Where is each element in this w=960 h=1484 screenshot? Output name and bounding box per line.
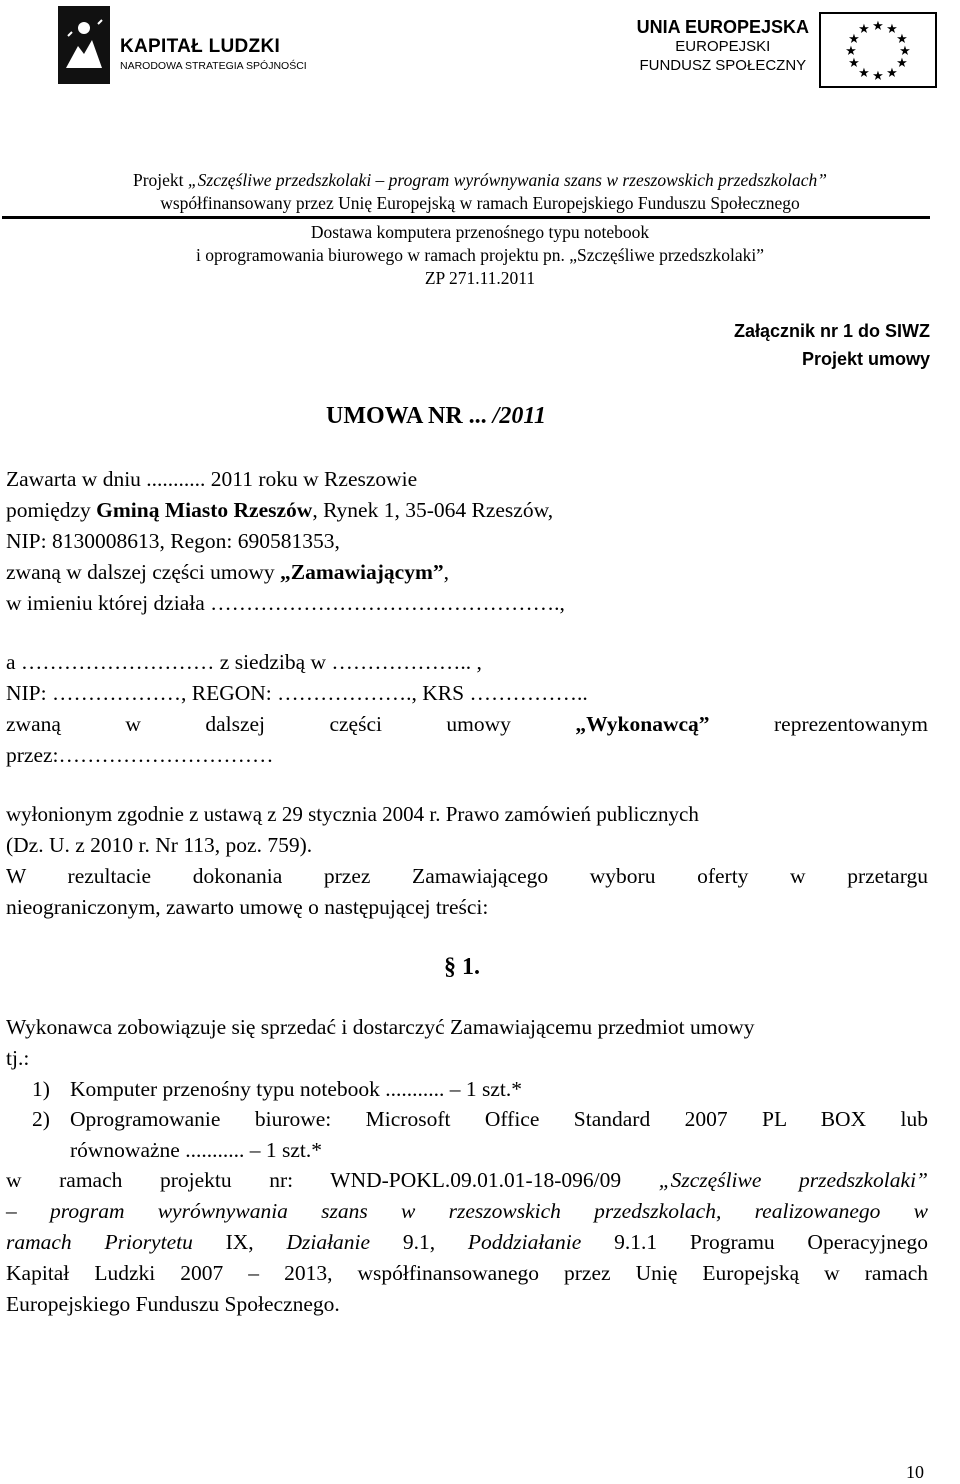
contract-date-line: Zawarta w dniu ........... 2011 roku w Rzeszowie (6, 467, 418, 491)
svg-text:★: ★ (848, 32, 860, 47)
svg-text:★: ★ (848, 56, 860, 71)
party-two-role-prefix: zwaną w dalszej części umowy (6, 712, 576, 736)
party-two-role-suffix: reprezentowanym (709, 712, 928, 736)
kapital-ludzki-title: KAPITAŁ LUDZKI (120, 36, 281, 57)
eu-logo (636, 6, 941, 86)
priority-number: IX, (192, 1230, 287, 1254)
svg-text:★: ★ (858, 66, 870, 81)
programme-line (6, 1230, 928, 1255)
project-name-cont (6, 1199, 928, 1224)
list-item-2-number: 2) (32, 1107, 50, 1131)
svg-text:★: ★ (886, 66, 898, 81)
eu-logo-line2: EUROPEJSKI (675, 38, 771, 55)
party-two-role-name: „Wykonawcą” (575, 712, 710, 736)
svg-text:★: ★ (872, 69, 884, 84)
party-one-prefix: pomiędzy (6, 498, 97, 522)
priority-label: Priorytetu (104, 1230, 193, 1254)
project-name: „Szczęśliwe przedszkolaki” (658, 1168, 928, 1192)
programme-name: 9.1.1 Programu Operacyjnego (581, 1230, 929, 1254)
project-number-line (6, 1168, 928, 1193)
party-one-address: , Rynek 1, 35-064 Rzeszów, (312, 498, 554, 522)
programme-line3: Europejskiego Funduszu Społecznego. (6, 1292, 340, 1316)
section-1-intro-end: tj.: (6, 1046, 30, 1070)
measure-number: 9.1, (370, 1230, 468, 1254)
party-one-role-prefix: zwaną w dalszej części umowy (6, 560, 281, 584)
project-number: w ramach projektu nr: WND-POKL.09.01.01-18-096/09 (6, 1168, 659, 1192)
list-item-1-number: 1) (32, 1077, 50, 1101)
svg-text:★: ★ (845, 44, 857, 59)
submeasure-label: Poddziałanie (467, 1230, 582, 1254)
header-funding-line: współfinansowany przez Unię Europejską w ramach Europejskiego Funduszu Społecznego (160, 193, 800, 213)
party-two-ids: NIP: ………………, REGON: ………………., KRS …………….. (6, 681, 588, 705)
party-one-role-suffix: , (443, 560, 450, 584)
list-item-1: Komputer przenośny typu notebook ........... – 1 szt.* (70, 1077, 523, 1101)
measure-label: Działanie (286, 1230, 371, 1254)
section-1-intro: Wykonawca zobowiązuje się sprzedać i dostarczyć Zamawiającemu przedmiot umowy (6, 1015, 755, 1039)
document-title (326, 403, 546, 430)
list-item-2-cont: równoważne ........... – 1 szt.* (70, 1138, 322, 1162)
party-one-ids: NIP: 8130008613, Regon: 690581353, (6, 529, 340, 553)
eu-logo-line3: FUNDUSZ SPOŁECZNY (639, 57, 807, 74)
header-project-name: „Szczęśliwe przedszkolaki – program wyrównywania szans w rzeszowskich przedszkolach” (187, 170, 828, 190)
header-subject-line2: i oprogramowania biurowego w ramach projektu pn. „Szczęśliwe przedszkolaki” (195, 245, 765, 265)
svg-text:★: ★ (896, 56, 908, 71)
party-two-line: a ……………………… z siedzibą w ……………….. , (6, 650, 482, 674)
legal-basis-line: wyłonionym zgodnie z ustawą z 29 stycznia 2004 r. Prawo zamówień publicznych (6, 802, 699, 826)
party-two-representative: przez:………………………… (6, 743, 274, 767)
programme-line2: Kapitał Ludzki 2007 – 2013, współfinansowanego przez Unię Europejską w ramach (6, 1261, 928, 1285)
party-two-role (6, 712, 928, 737)
kapital-ludzki-subtitle: NARODOWA STRATEGIA SPÓJNOŚCI (120, 60, 307, 72)
document-title-number: UMOWA NR ... (326, 403, 487, 429)
list-item-2: Oprogramowanie biurowe: Microsoft Office Standard 2007 PL BOX lub (70, 1107, 928, 1131)
draft-label: Projekt umowy (801, 349, 930, 369)
procedure-line: W rezultacie dokonania przez Zamawiającego wyboru oferty w przetargu (6, 864, 928, 888)
eu-logo-text (637, 18, 809, 75)
procedure-line2: nieograniczonym, zawarto umowę o następującej treści: (6, 895, 489, 919)
header-project-line (0, 169, 960, 192)
party-one-name: Gminą Miasto Rzeszów (96, 498, 313, 522)
svg-text:★: ★ (886, 22, 898, 37)
svg-text:★: ★ (899, 44, 911, 59)
kapital-ludzki-logo (58, 6, 307, 88)
section-1-heading: § 1. (444, 954, 480, 980)
party-one-role-name: „Zamawiającym” (280, 560, 444, 584)
svg-text:★: ★ (872, 19, 884, 34)
document-title-year: /2011 (486, 403, 547, 429)
kapital-ludzki-emblem-icon (58, 6, 110, 84)
header-divider (2, 216, 930, 219)
header-reference: ZP 271.11.2011 (424, 268, 536, 288)
annex-label: Załącznik nr 1 do SIWZ (733, 321, 930, 341)
svg-text:★: ★ (896, 32, 908, 47)
party-one-representative: w imieniu której działa …………………………………………., (6, 591, 565, 615)
project-name-continued: – program wyrównywania szans w rzeszowskich przedszkolach, realizowanego w (6, 1199, 928, 1223)
page-number: 10 (906, 1462, 924, 1482)
party-one-role (6, 560, 928, 585)
legal-basis-citation: (Dz. U. z 2010 r. Nr 113, poz. 759). (6, 833, 313, 857)
party-one-line (6, 498, 928, 523)
svg-text:★: ★ (858, 22, 870, 37)
eu-flag-icon (819, 12, 937, 88)
eu-logo-line1: UNIA EUROPEJSKA (636, 17, 809, 37)
header-project-prefix: Projekt (132, 170, 188, 190)
header-subject-line: Dostawa komputera przenośnego typu notebook (310, 222, 650, 242)
programme-prefix: ramach (6, 1230, 105, 1254)
